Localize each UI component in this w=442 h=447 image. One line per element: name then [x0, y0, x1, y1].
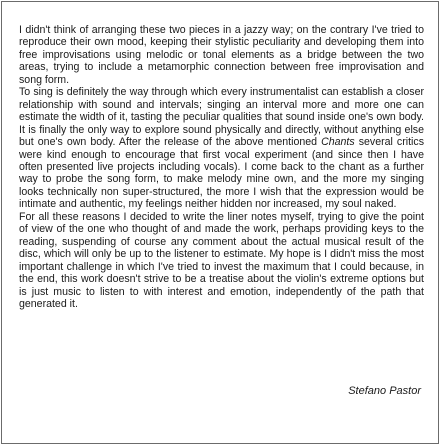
- paragraph-3: For all these reasons I decided to write the liner notes myself, trying to give the point of view of the one who thought of and made the work, perhaps providing keys to the reading, suspending of course any comment about the actual musical result of the disc, which will only be up to the listener to estimate. My hope is I didn't miss the most important challenge in which I've tried to invest the maximum that I could because, in the end, this work doesn't strive to be a treatise about the violin's extreme options but is just music to listen to with interest and emotion, independently of the path that generated it.: [19, 210, 424, 310]
- paragraph-2-part-1: To sing is definitely the way through which every instrumentalist can establish a closer relationship with sound and intervals; singing an interval more and more one can estimate the width of it, tasting the peculiar qualities that sound inside one's own body. It is finally the only way to explore sound physically and directly, without anything else but one's own body. After the release of the above mentioned: [19, 86, 424, 149]
- paragraph-2: [19, 86, 424, 211]
- album-title-chants: Chants: [321, 136, 355, 149]
- paragraph-2-part-2: several critics were kind enough to encourage that first vocal experiment (and since then I have often presented live projects including vocals). I come back to the chant as a further way to probe the song form, to make melody mine own, and the more my singing looks technically non super-structured, the more I wish that the expression would be intimate and authentic, my feelings neither hidden nor increased, my soul naked.: [19, 136, 424, 211]
- author-signature: Stefano Pastor: [348, 385, 421, 397]
- paragraph-1: I didn't think of arranging these two pieces in a jazzy way; on the contrary I've tried to reproduce their own mood, keeping their stylistic peculiarity and developing them into free improvisations using melodic or tonal elements as a bridge between the two areas, trying to include a metamorphic connection between free improvisation and song form.: [19, 24, 424, 86]
- liner-notes-text: [19, 24, 424, 310]
- document-page: [1, 1, 439, 444]
